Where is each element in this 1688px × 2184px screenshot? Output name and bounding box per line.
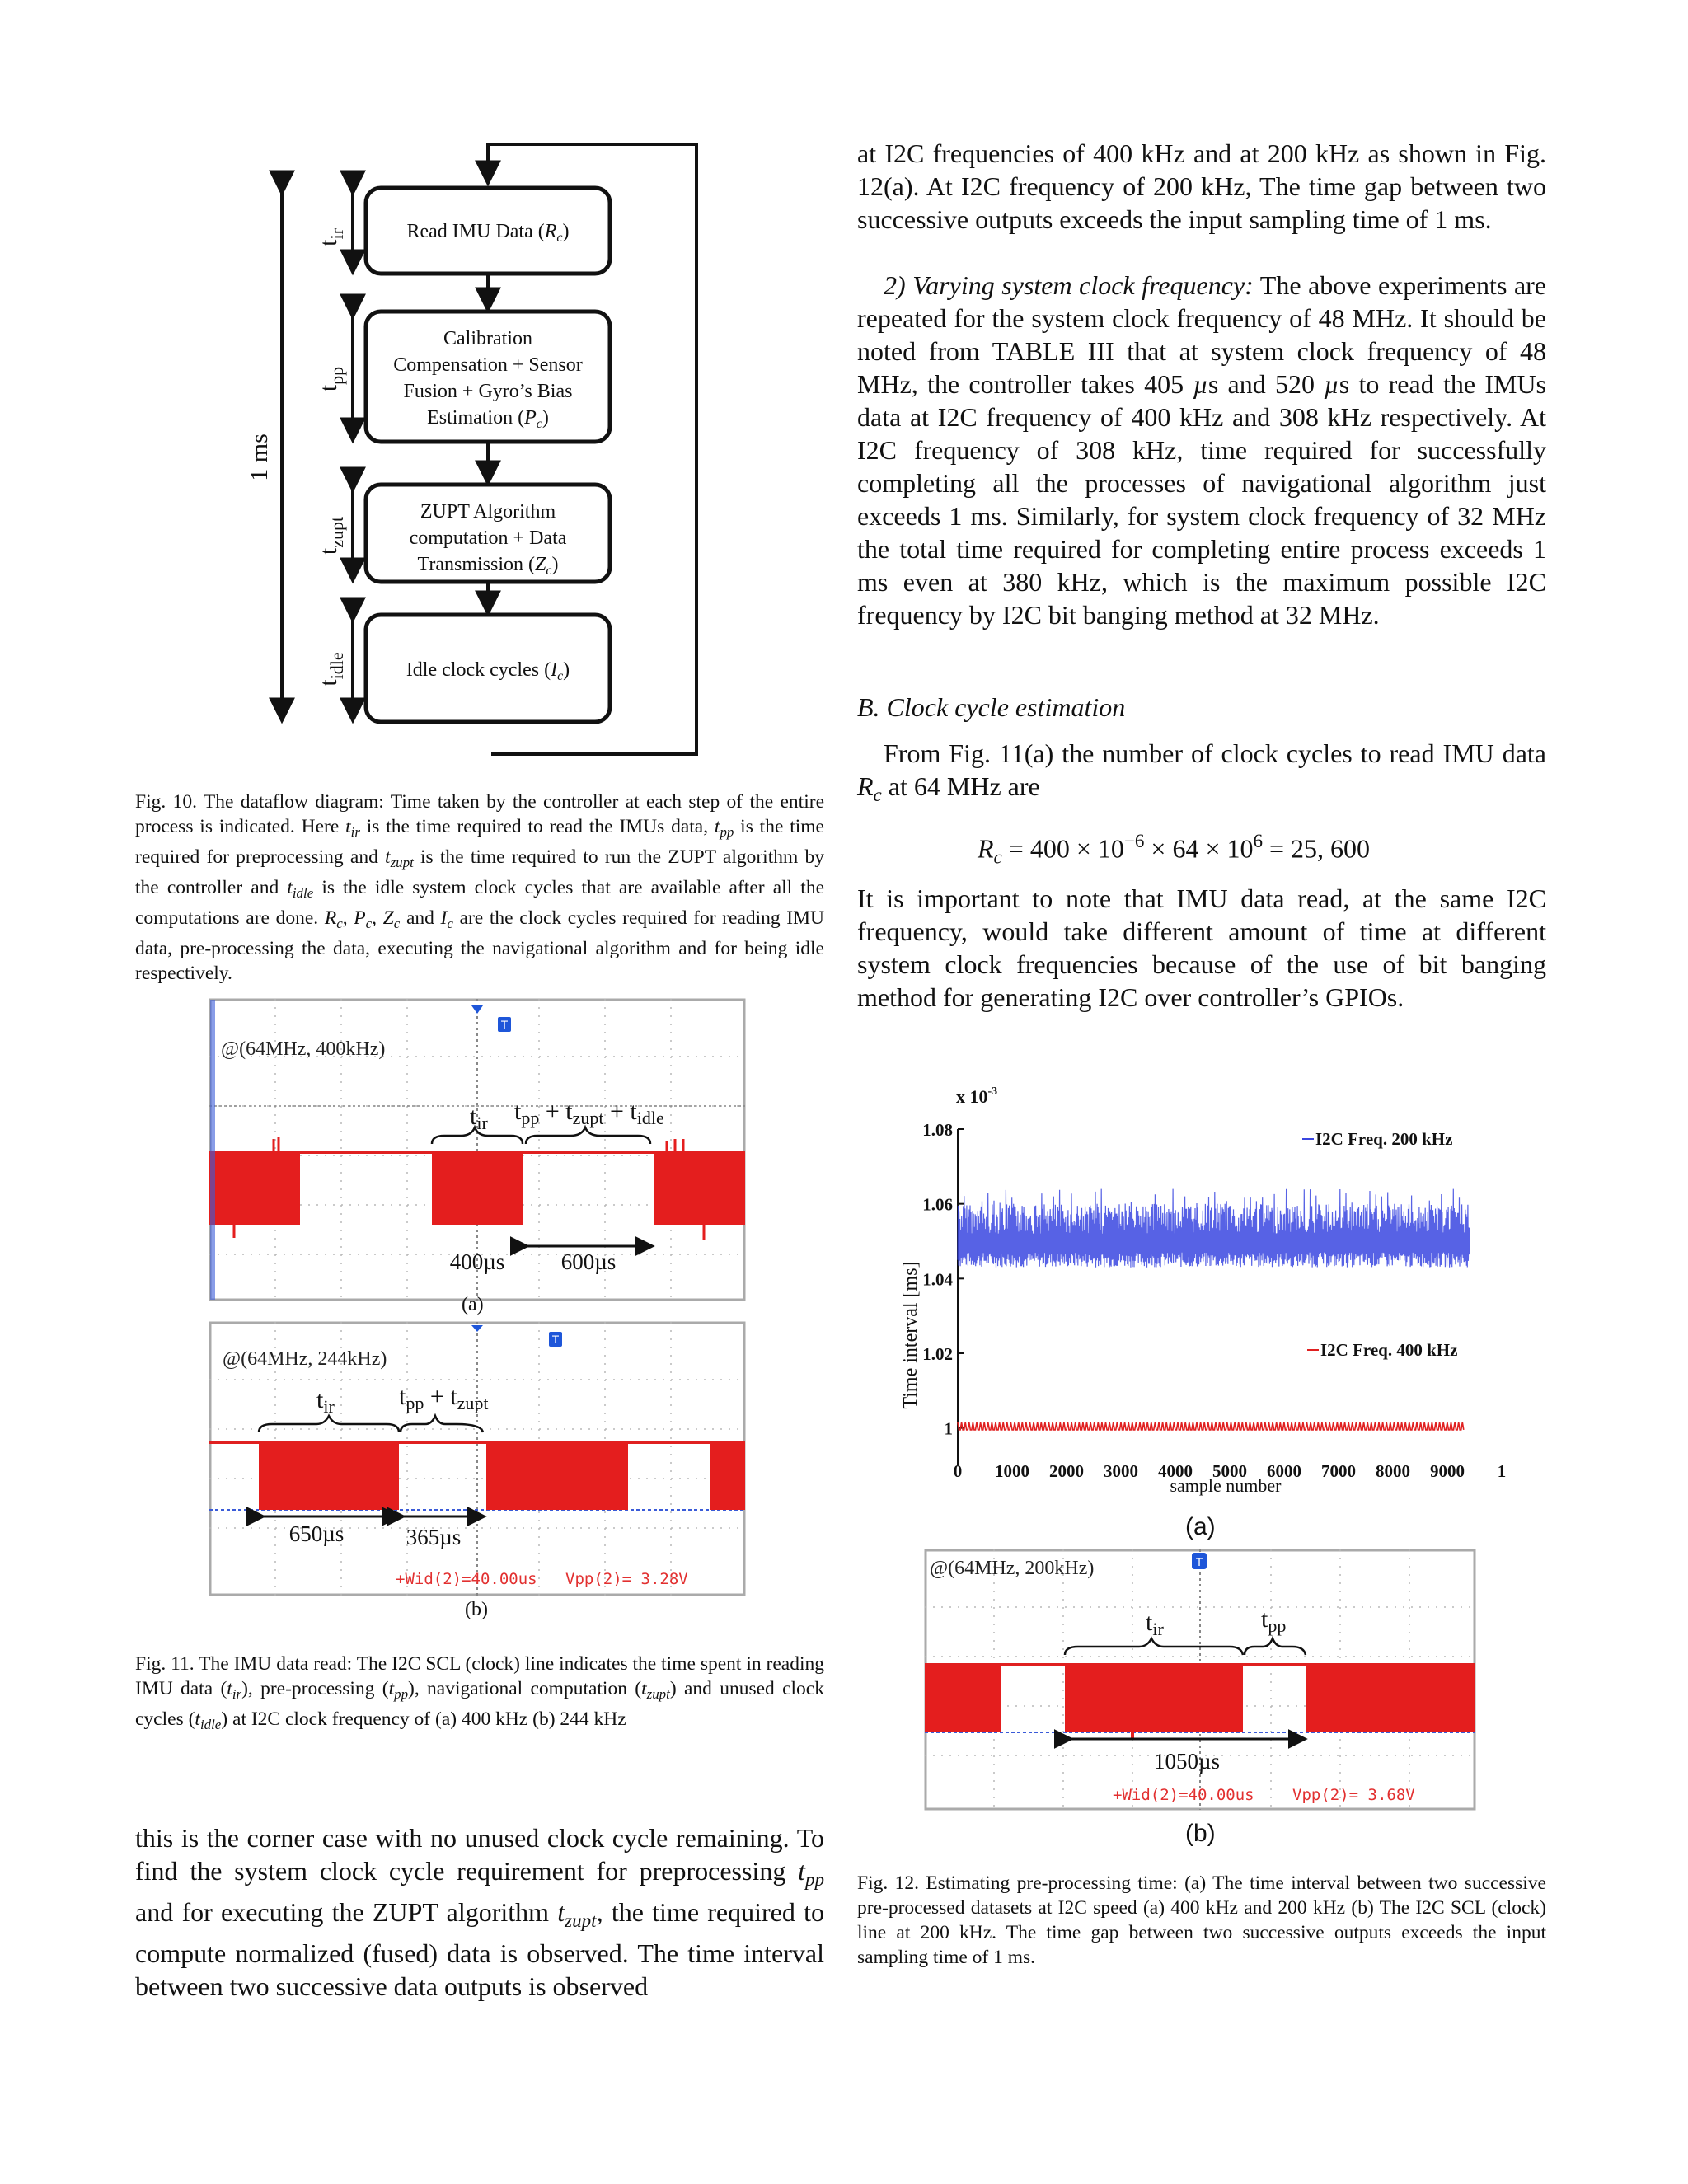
fig10-caption: Fig. 10. The dataflow diagram: Time taken by the controller at each step of the entire process is indicated. Here $t_{ir}$ is the time required to read the IMUs data, $t_{pp}$ is the time required for preprocessing and $t_{zupt}$ is the time required to run the ZUPT algorithm by the controller and $t_{idle}$ is the idle system clock cycles that are available after all the computations are done. $R_c$, $P_c$, $Z_c$ and $I_c$ are the clock cycles required for reading IMU data, pre-processing the data, executing the navigational algorithm and for being idle respectively.: [135, 791, 825, 985]
zupt-line-1: ZUPT Algorithm: [420, 501, 556, 523]
fig11b-650us: 650µs: [288, 1521, 345, 1546]
y-tick-label: 1.04: [922, 1269, 953, 1290]
fig11b-title: @(64MHz, 244kHz): [223, 1348, 387, 1370]
burst-c1: [925, 1665, 1001, 1732]
fig12-caption: Fig. 12. Estimating pre-processing time: (a) The time interval between two successive pre-processed datasets at I2C speed (a) 400 kHz and 200 kHz (b) The I2C SCL (clock) line at 200 kHz. The time gap between two successive outputs exceeds the input sampling time of 1 ms.: [857, 1872, 1546, 1968]
series-200khz: [958, 1189, 1470, 1268]
chart-ylabel: Time interval [ms]: [900, 1261, 921, 1409]
burst-b1: [259, 1442, 399, 1510]
read-imu-label: Read IMU Data $(R_c)$: [406, 221, 570, 245]
x-tick-label: 6000: [1267, 1461, 1301, 1481]
x-tick-label: 9000: [1430, 1461, 1465, 1481]
fig12a-sublabel: (a): [1185, 1513, 1216, 1540]
x-tick-label: 2000: [1049, 1461, 1084, 1481]
x-tick-label: 3000: [1104, 1461, 1138, 1481]
x-tick-label: 7000: [1321, 1461, 1356, 1481]
x-tick-label: 1000: [995, 1461, 1029, 1481]
calib-line-3: Fusion + Gyro’s Bias: [403, 381, 573, 402]
label-t-idle: $t_{idle}$: [315, 652, 347, 687]
chart-xlabel: sample number: [1170, 1475, 1282, 1496]
legend2-label: I2C Freq. 400 kHz: [1320, 1340, 1458, 1360]
burst-c2: [1065, 1665, 1243, 1732]
legend1-label: I2C Freq. 200 kHz: [1315, 1129, 1453, 1149]
fig11b-tsum: $t_{pp} + t_{zupt}$: [399, 1383, 489, 1413]
x-tick-label: 8000: [1376, 1461, 1410, 1481]
fig11a-tsum: $t_{pp} + t_{zupt} + t_{idle}$: [514, 1098, 664, 1128]
x-tick-label: 4000: [1158, 1461, 1193, 1481]
svg-text:T: T: [500, 1018, 509, 1031]
fig12a-chart: [900, 1080, 1507, 1508]
y-tick-label: 1.02: [922, 1344, 953, 1364]
burst-b2: [486, 1442, 628, 1510]
label-t-pp: $t_{pp}$: [315, 366, 347, 392]
calib-line-2: Compensation + Sensor: [393, 354, 583, 376]
right-para-1: at I2C frequencies of 400 kHz and at 200 kHz as shown in Fig. 12(a). At I2C frequency of 200 kHz, The time gap between two successive outputs exceeds the input sampling time of 1 ms.: [857, 138, 1546, 234]
y-tick-label: 1: [944, 1418, 953, 1439]
left-body-text: this is the corner case with no unused clock cycle remaining. To find the system clock cycle requirement for preprocessing $t_{pp}$ and for executing the ZUPT algorithm $t_{zupt}$, the time required to compute normalized (fused) data is observed. The time interval between two successive data outputs is observed: [135, 1823, 825, 2001]
svg-text:T: T: [551, 1333, 560, 1346]
y-tick-label: 1.06: [922, 1194, 953, 1215]
fig11b-wid: +Wid(2)=40.00us: [396, 1570, 537, 1588]
right-para-2: 2) Varying system clock frequency: The above experiments are repeated for the system clock frequency of 48 MHz. It should be noted from TABLE III that at system clock frequency of 48 MHz, the controller takes 405 µs and 520 µs to read the IMUs data at I2C frequency of 400 kHz and 308 kHz respectively. At I2C frequency of 308 kHz, time required for successfully completing all the processes of navigational algorithm just exceeds 1 ms. Similarly, for system clock frequency of 32 MHz the total time required for completing entire process exceeds 1 ms even at 380 kHz, which is the maximum possible I2C frequency by I2C bit banging method at 32 MHz.: [857, 270, 1547, 630]
fig11b-365us: 365µs: [406, 1525, 462, 1549]
burst-c3: [1306, 1665, 1475, 1732]
calib-line-1: Calibration: [443, 328, 532, 349]
zupt-line-2: computation + Data: [409, 527, 567, 549]
fig11a-400us: 400µs: [449, 1249, 505, 1274]
fig12b-1050us: 1050µs: [1153, 1749, 1221, 1774]
fig11a-sublabel: (a): [462, 1294, 484, 1315]
calib-line-4: Estimation $(P_c)$: [427, 407, 549, 431]
x-tick-label: 0: [953, 1461, 963, 1481]
right-para-4: It is important to note that IMU data read, at the same I2C frequency, would take different amount of time at different system clock frequencies because of the use of bit banging method for generating I2C over controller’s GPIOs.: [857, 883, 1546, 1012]
svg-text:T: T: [1195, 1555, 1203, 1568]
fig11b-tir: $t_{ir}$: [316, 1386, 335, 1417]
fig12b-sublabel: (b): [1185, 1820, 1216, 1847]
series-group: [958, 1189, 1470, 1430]
fig11-caption: Fig. 11. The IMU data read: The I2C SCL (clock) line indicates the time spent in reading IMU data $(t_{ir})$, pre-processing $(t_{pp})$, navigational computation $(t_{zupt})$ and unused clock cycles $(t_{idle})$ at I2C clock frequency of (a) 400 kHz (b) 244 kHz: [135, 1653, 824, 1733]
burst-1: [209, 1152, 300, 1225]
chart-scale-note: x $10^{-3}$: [956, 1085, 998, 1107]
fig12b-tpp: $t_{pp}$: [1261, 1605, 1287, 1636]
fig12b-title: @(64MHz, 200kHz): [930, 1558, 1095, 1579]
zupt-line-3: Transmission $(Z_c)$: [417, 554, 559, 578]
fig12b-wid: +Wid(2)=40.00us: [1113, 1786, 1254, 1804]
fig11a-title: @(64MHz, 400kHz): [221, 1038, 386, 1060]
equation: $R_c = 400 \times 10^{-6} \times 64 \times 10^6 = 25$, 600: [978, 830, 1371, 868]
fig12b-tir: $t_{ir}$: [1146, 1609, 1164, 1639]
label-1ms: 1 ms: [246, 434, 273, 481]
idle-label: Idle clock cycles $(I_c)$: [406, 659, 570, 683]
fig12b-scope: [925, 1549, 1475, 1810]
burst-3: [654, 1152, 745, 1225]
fig11a-scope: [209, 999, 745, 1301]
fig12b-vpp: Vpp(2)= 3.68V: [1292, 1786, 1415, 1804]
label-t-zupt: $t_{zupt}$: [315, 516, 347, 555]
fig11a-tir: $t_{ir}$: [470, 1103, 488, 1133]
x-tick-label: 5000: [1212, 1461, 1247, 1481]
fig11b-sublabel: (b): [465, 1599, 488, 1620]
fig10-dataflow-diagram: [239, 132, 725, 766]
burst-2: [432, 1152, 523, 1225]
right-para-3: From Fig. 11(a) the number of clock cycles to read IMU data $R_c$ at 64 MHz are: [857, 738, 1546, 805]
label-t-ir: $t_{ir}$: [315, 228, 347, 246]
y-tick-label: 1.08: [922, 1120, 953, 1140]
series-400khz: [958, 1422, 1464, 1430]
section-heading: B. Clock cycle estimation: [857, 692, 1126, 722]
fig11b-vpp: Vpp(2)= 3.28V: [565, 1570, 688, 1588]
burst-b3: [710, 1442, 745, 1510]
fig11a-600us: 600µs: [560, 1249, 617, 1274]
x-tick-label: 1: [1497, 1461, 1507, 1481]
fig11b-scope: [209, 1322, 745, 1596]
